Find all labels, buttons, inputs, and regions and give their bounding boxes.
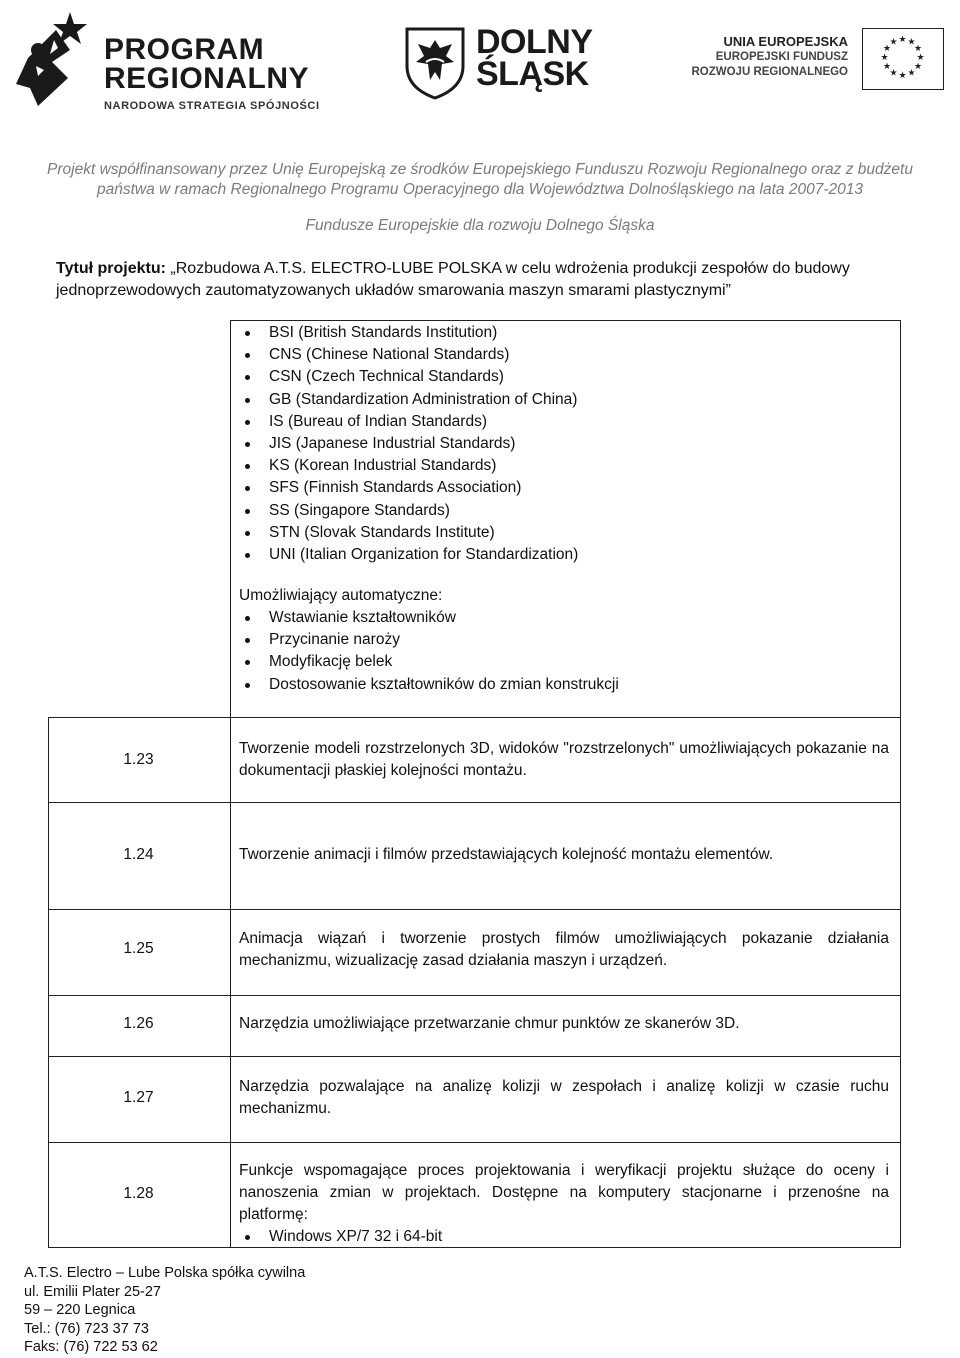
ue-logo-line1: UNIA EUROPEJSKA xyxy=(723,34,848,49)
row-number: 1.24 xyxy=(123,846,154,863)
row-description: Tworzenie animacji i filmów przedstawiających kolejność montażu elementów. xyxy=(239,846,774,863)
project-title-label: Tytuł projektu: xyxy=(56,260,166,277)
svg-text:★: ★ xyxy=(898,71,907,81)
table-column-divider xyxy=(230,718,231,1247)
list-item: JIS (Japanese Industrial Standards) xyxy=(239,433,889,455)
platform-list xyxy=(239,1226,889,1248)
project-title xyxy=(56,258,906,302)
company-street: ul. Emilii Plater 25-27 xyxy=(24,1283,161,1300)
row-number: 1.25 xyxy=(123,940,154,957)
program-logo-line3: NARODOWA STRATEGIA SPÓJNOŚCI xyxy=(104,100,320,112)
list-item: Dostosowanie kształtowników do zmian konstrukcji xyxy=(239,674,889,696)
svg-text:★: ★ xyxy=(907,37,916,48)
list-item: SFS (Finnish Standards Association) xyxy=(239,477,889,499)
list-item: CNS (Chinese National Standards) xyxy=(239,344,889,366)
list-item: BSI (British Standards Institution) xyxy=(239,322,889,344)
cofinancing-line1: Projekt współfinansowany przez Unię Europejską ze środków Europejskiego Funduszu Rozwoju Regionalnego oraz z budżetu xyxy=(47,161,913,178)
star-figures-icon xyxy=(8,10,100,110)
project-title-text: „Rozbudowa A.T.S. ELECTRO-LUBE POLSKA w celu wdrożenia produkcji zespołów do budowy jednoprzewodowych zautomatyzowanych układów smarowania maszyn smarami plastycznymi” xyxy=(56,260,850,299)
row-number: 1.28 xyxy=(123,1185,154,1202)
row-number: 1.27 xyxy=(123,1089,154,1106)
row-number: 1.23 xyxy=(123,751,154,768)
company-phone: Tel.: (76) 723 37 73 xyxy=(24,1320,149,1337)
dolny-logo-line1: DOLNY xyxy=(476,23,593,61)
list-item: SS (Singapore Standards) xyxy=(239,500,889,522)
row-number: 1.26 xyxy=(123,1015,154,1032)
list-item: KS (Korean Industrial Standards) xyxy=(239,455,889,477)
unia-europejska-logo xyxy=(680,20,950,100)
company-address xyxy=(24,1264,305,1357)
dolny-logo-line2: ŚLĄSK xyxy=(476,55,589,93)
svg-text:★: ★ xyxy=(913,44,923,54)
table-row-divider xyxy=(49,1056,900,1057)
row-description xyxy=(239,1160,889,1248)
table-row-divider xyxy=(49,995,900,996)
row-description: Narzędzia umożliwiające przetwarzanie chmur punktów ze skanerów 3D. xyxy=(239,1015,740,1032)
row-description: Animacja wiązań i tworzenie prostych filmów umożliwiających pokazanie działania mechanizmu, wizualizację zasad działania maszyn i urządzeń. xyxy=(239,930,889,969)
program-logo-line1: PROGRAM xyxy=(104,33,265,66)
eagle-crest-icon xyxy=(404,26,466,100)
list-item: Wstawianie kształtowników xyxy=(239,607,889,629)
automatic-list xyxy=(239,607,889,696)
list-item: GB (Standardization Administration of China) xyxy=(239,389,889,411)
svg-text:★: ★ xyxy=(882,44,892,54)
funds-tagline: Fundusze Europejskie dla rozwoju Dolnego Śląska xyxy=(305,217,655,234)
list-item: Windows XP/7 32 i 64-bit xyxy=(239,1226,889,1248)
svg-text:★: ★ xyxy=(889,68,898,79)
list-item: IS (Bureau of Indian Standards) xyxy=(239,411,889,433)
row-description-text: Funkcje wspomagające proces projektowania i weryfikacji projektu służące do oceny i nanoszenia zmian w projektach. Dostępne na komputery stacjonarne i przenośne na platformę: xyxy=(239,1162,889,1223)
row-description: Tworzenie modeli rozstrzelonych 3D, widoków "rozstrzelonych" umożliwiających pokazanie na dokumentacji płaskiej kolejności montażu. xyxy=(239,740,889,779)
svg-text:★: ★ xyxy=(880,53,889,63)
svg-text:★: ★ xyxy=(889,37,898,48)
svg-text:★: ★ xyxy=(916,53,925,63)
program-regionalny-logo xyxy=(8,8,348,118)
eu-flag-icon xyxy=(862,28,944,90)
table-row-divider xyxy=(49,1142,900,1143)
list-item: CSN (Czech Technical Standards) xyxy=(239,366,889,388)
list-item: Modyfikację belek xyxy=(239,651,889,673)
table-row-divider xyxy=(49,802,900,803)
list-item: UNI (Italian Organization for Standardization) xyxy=(239,544,889,566)
cofinancing-line2: państwa w ramach Regionalnego Programu Operacyjnego dla Województwa Dolnośląskiego na lata 2007-2013 xyxy=(97,181,863,198)
svg-text:★: ★ xyxy=(882,62,892,72)
company-city: 59 – 220 Legnica xyxy=(24,1302,136,1318)
svg-text:★: ★ xyxy=(913,62,923,72)
ue-logo-line3: ROZWOJU REGIONALNEGO xyxy=(691,66,848,78)
row-description: Narzędzia pozwalające na analizę kolizji w zespołach i analizę kolizji w czasie ruchu mechanizmu. xyxy=(239,1078,889,1117)
list-item: Przycinanie naroży xyxy=(239,629,889,651)
svg-text:★: ★ xyxy=(898,35,907,45)
svg-text:★: ★ xyxy=(907,68,916,79)
company-name: A.T.S. Electro – Lube Polska spółka cywilna xyxy=(24,1265,306,1281)
company-fax: Faks: (76) 722 53 62 xyxy=(24,1339,158,1355)
table-row-divider xyxy=(49,909,900,910)
automatic-lead: Umożliwiający automatyczne: xyxy=(239,587,443,604)
list-item: STN (Slovak Standards Institute) xyxy=(239,522,889,544)
standards-list xyxy=(239,322,889,566)
dolny-slask-logo xyxy=(404,22,614,102)
program-logo-line2: REGIONALNY xyxy=(104,62,310,95)
ue-logo-line2: EUROPEJSKI FUNDUSZ xyxy=(715,51,848,63)
